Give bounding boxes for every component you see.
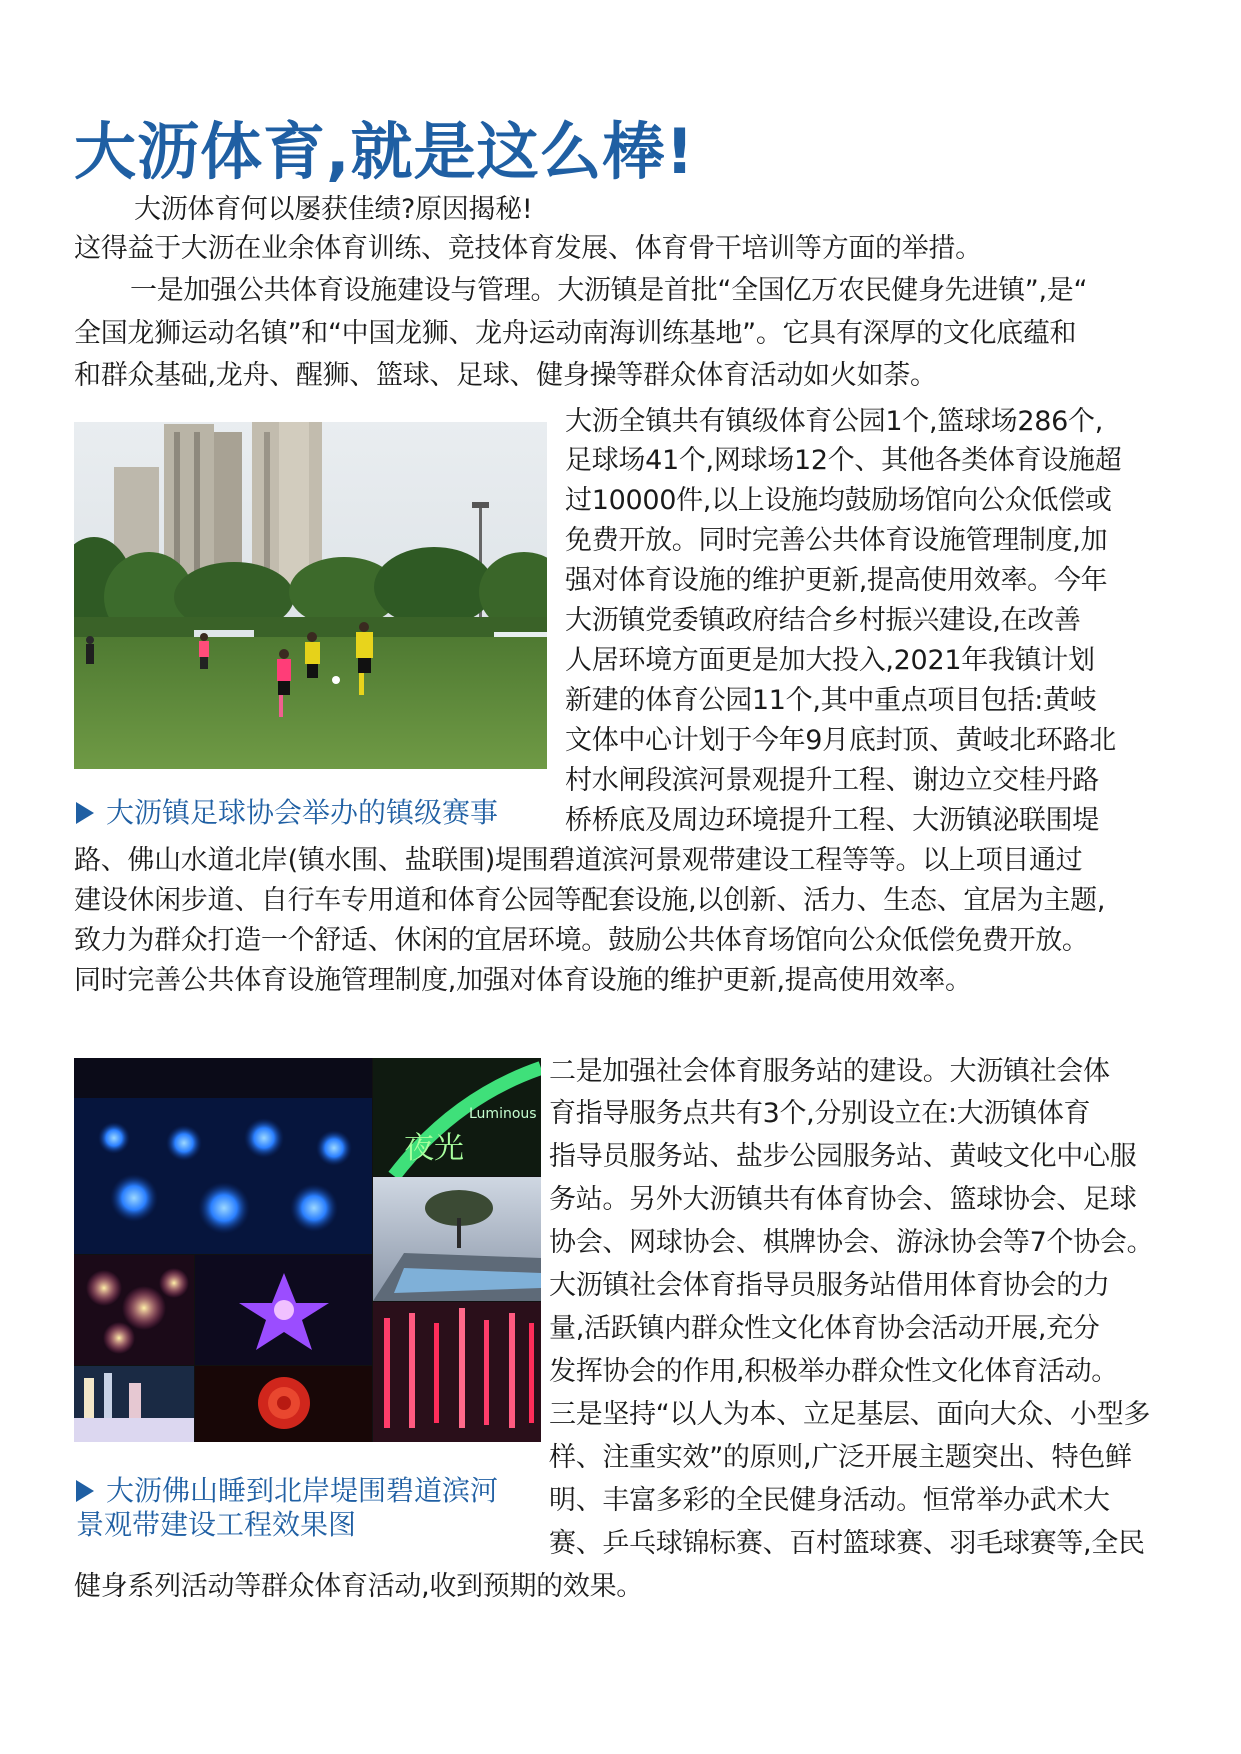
text-line: 同时完善公共体育设施管理制度,加强对体育设施的维护更新,提高使用效率。 [74,965,972,996]
sign-text-en: Luminous [469,1106,537,1122]
text-line: 大沥镇社会体育指导员服务站借用体育协会的力 [549,1270,1110,1301]
text-line: 三是坚持“以人为本、立足基层、面向大众、小型多 [549,1399,1151,1430]
text-line: 文体中心计划于今年9月底封顶、黄岐北环路北 [565,725,1116,756]
text-line: 桥桥底及周边环境提升工程、大沥镇泌联围堤 [565,805,1099,836]
text-line: 全国龙狮运动名镇”和“中国龙狮、龙舟运动南海训练基地”。它具有深厚的文化底蕴和 [74,318,1077,349]
page-title: 大沥体育,就是这么棒! [74,115,695,188]
text-line: 大沥体育何以屡获佳绩?原因揭秘! [134,194,533,225]
text-line: 大沥全镇共有镇级体育公园1个,篮球场286个, [565,406,1103,437]
figure2-caption: 大沥佛山睡到北岸堤围碧道滨河 景观带建设工程效果图 [76,1474,499,1541]
text-line: 务站。另外大沥镇共有体育协会、篮球协会、足球 [549,1184,1137,1215]
text-line: 村水闸段滨河景观提升工程、谢边立交桂丹路 [565,765,1099,796]
riverside-project-collage [74,1058,541,1442]
caption-arrow-icon [76,1480,94,1502]
text-line: 免费开放。同时完善公共体育设施管理制度,加 [565,525,1108,556]
text-line: 建设休闲步道、自行车专用道和体育公园等配套设施,以创新、活力、生态、宜居为主题, [74,885,1106,916]
text-line: 育指导服务点共有3个,分别设立在:大沥镇体育 [549,1098,1091,1129]
text-line: 过10000件,以上设施均鼓励场馆向公众低偿或 [565,485,1112,516]
text-line: 新建的体育公园11个,其中重点项目包括:黄岐 [565,685,1097,716]
text-line: 健身系列活动等群众体育活动,收到预期的效果。 [74,1571,643,1602]
text-line: 一是加强公共体育设施建设与管理。大沥镇是首批“全国亿万农民健身先进镇”,是“ [130,275,1088,306]
text-line: 明、丰富多彩的全民健身活动。恒常举办武术大 [549,1485,1110,1516]
caption-arrow-icon [76,802,94,824]
text-line: 发挥协会的作用,积极举办群众性文化体育活动。 [549,1356,1118,1387]
text-line: 样、注重实效”的原则,广泛开展主题突出、特色鲜 [549,1442,1132,1473]
text-line: 大沥镇党委镇政府结合乡村振兴建设,在改善 [565,605,1081,636]
football-match-illustration [74,422,547,769]
collage-illustration [74,1058,541,1442]
text-line: 和群众基础,龙舟、醒狮、篮球、足球、健身操等群众体育活动如火如荼。 [74,360,937,391]
text-line: 赛、乒乓球锦标赛、百村篮球赛、羽毛球赛等,全民 [549,1528,1145,1559]
sign-text: 夜光 [404,1131,464,1166]
text-line: 人居环境方面更是加大投入,2021年我镇计划 [565,645,1095,676]
text-line: 指导员服务站、盐步公园服务站、黄岐文化中心服 [549,1141,1137,1172]
text-line: 路、佛山水道北岸(镇水围、盐联围)堤围碧道滨河景观带建设工程等等。以上项目通过 [74,845,1083,876]
figure1-caption: 大沥镇足球协会举办的镇级赛事 [76,796,498,830]
text-line: 强对体育设施的维护更新,提高使用效率。今年 [565,565,1108,596]
text-line: 足球场41个,网球场12个、其他各类体育设施超 [565,445,1122,476]
text-line: 量,活跃镇内群众性文化体育协会活动开展,充分 [549,1313,1100,1344]
text-line: 协会、网球协会、棋牌协会、游泳协会等7个协会。 [549,1227,1154,1258]
football-match-photo [74,422,547,769]
text-line: 二是加强社会体育服务站的建设。大沥镇社会体 [549,1056,1110,1087]
text-line: 这得益于大沥在业余体育训练、竞技体育发展、体育骨干培训等方面的举措。 [74,233,982,264]
text-line: 致力为群众打造一个舒适、休闲的宜居环境。鼓励公共体育场馆向公众低偿免费开放。 [74,925,1089,956]
